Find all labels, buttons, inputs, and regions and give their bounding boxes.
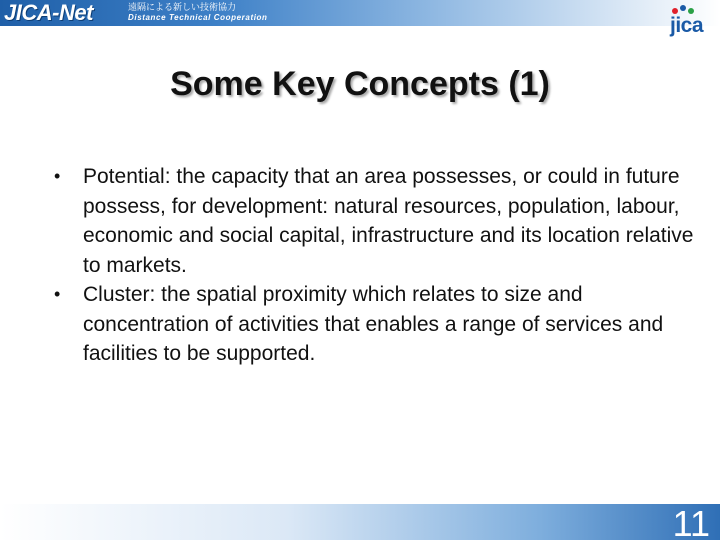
jica-net-logo: JICA-Net — [4, 0, 93, 25]
tagline-japanese: 遠隔による新しい技術協力 — [128, 2, 237, 12]
bullet-text-potential: Potential: the capacity that an area possesses, or could in future possess, for development: natural resources, population, labour, economic and social capital, infrastructure and its location relative to markets. — [83, 165, 694, 277]
bullet-item-potential — [54, 162, 714, 280]
bullet-text-cluster: Cluster: the spatial proximity which relates to size and concentration of activities that enables a range of services and facilities to be supported. — [83, 283, 664, 365]
tagline-english: Distance Technical Cooperation — [128, 13, 268, 22]
bullet-list — [54, 162, 714, 369]
jica-logo — [670, 4, 716, 40]
page-number: 11 — [672, 503, 710, 544]
slide-title: Some Key Concepts (1) — [170, 65, 550, 103]
top-banner — [0, 0, 720, 26]
bullet-item-cluster — [54, 280, 714, 369]
bullet-icon: • — [54, 284, 61, 304]
jica-logo-dot-blue — [680, 5, 686, 11]
jica-logo-text: jica — [670, 14, 704, 37]
bottom-bar — [0, 504, 720, 540]
bullet-icon: • — [54, 166, 61, 186]
